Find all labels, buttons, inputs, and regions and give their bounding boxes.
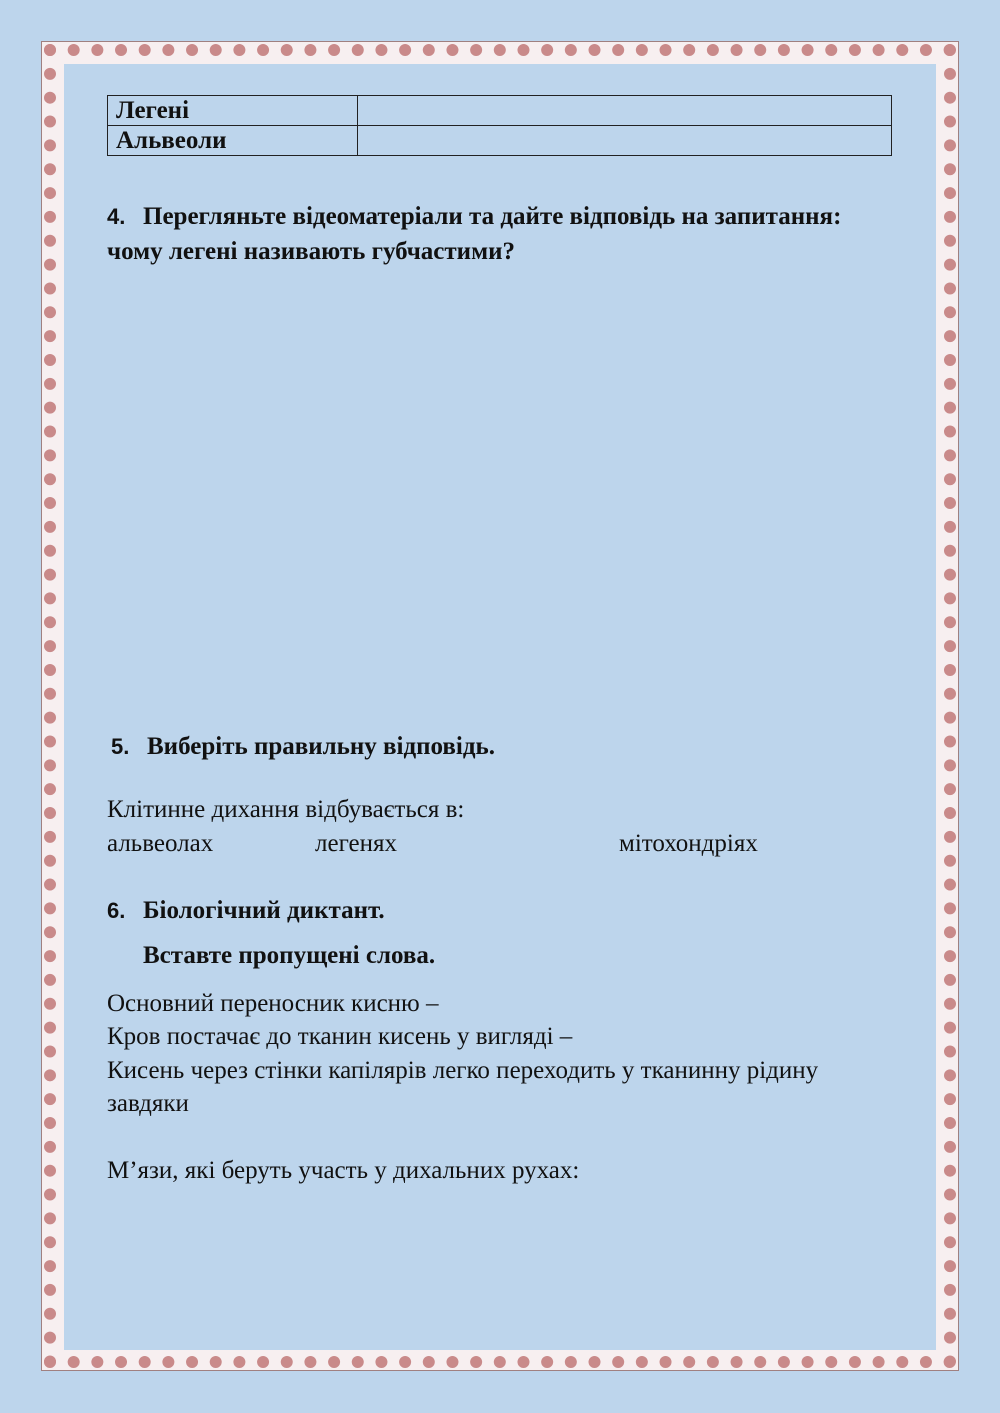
- answer-option[interactable]: легенях: [315, 830, 397, 857]
- answer-option[interactable]: альвеолах: [107, 830, 214, 857]
- question-number: 5.: [111, 734, 130, 759]
- table-row: [108, 126, 892, 156]
- table-row: [108, 96, 892, 126]
- table-cell-label: Легені: [108, 96, 358, 126]
- table-cell-label: Альвеоли: [108, 126, 358, 156]
- answers-table: [107, 95, 892, 156]
- question-text: Перегляньте відеоматеріали та дайте відповідь на запитання:: [143, 203, 842, 230]
- dictation-line: М’язи, які беруть участь у дихальних рухах:: [107, 1157, 580, 1184]
- dictation-line: Кров постачає до тканин кисень у вигляді –: [107, 1023, 573, 1050]
- answer-option[interactable]: мітохондріях: [619, 830, 758, 857]
- table-cell-answer[interactable]: [358, 126, 892, 156]
- question-6-subtitle: Вставте пропущені слова.: [143, 942, 436, 969]
- question-text: Біологічний диктант.: [143, 897, 385, 924]
- question-6-heading: [107, 897, 385, 925]
- question-5-prompt: Клітинне дихання відбувається в:: [107, 796, 465, 823]
- dictation-line: Основний переносник кисню –: [107, 990, 439, 1017]
- dictation-line: Кисень через стінки капілярів легко переходить у тканинну рідину: [107, 1057, 819, 1084]
- question-number: 6.: [107, 898, 126, 923]
- question-5-heading: [111, 733, 495, 761]
- question-4-line2: чому легені називають губчастими?: [107, 238, 516, 265]
- question-text: Виберіть правильну відповідь.: [147, 733, 495, 760]
- question-4-heading: [107, 203, 841, 231]
- table-cell-answer[interactable]: [358, 96, 892, 126]
- dictation-line: завдяки: [107, 1090, 189, 1117]
- question-number: 4.: [107, 204, 126, 229]
